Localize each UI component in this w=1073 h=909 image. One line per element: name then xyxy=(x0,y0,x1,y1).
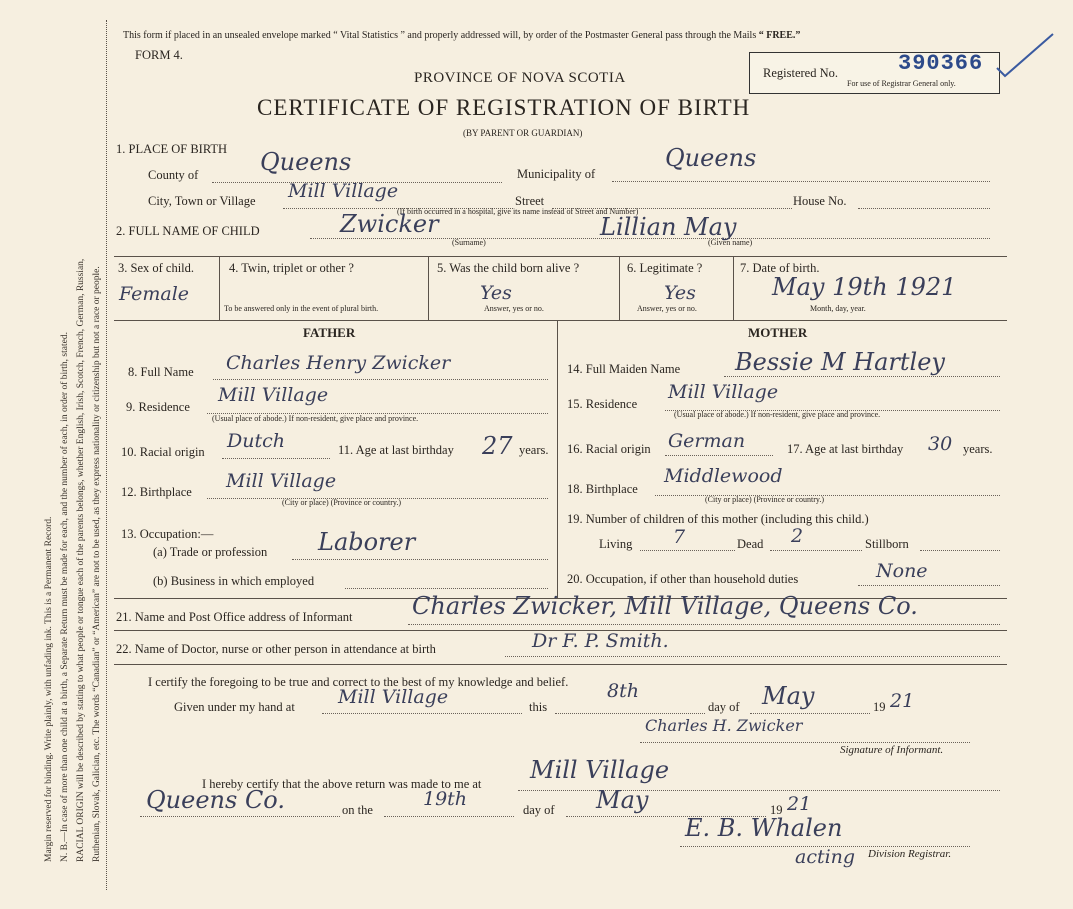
division-registrar-caption: Division Registrar. xyxy=(868,848,952,860)
county-value: Queens xyxy=(260,148,352,176)
given-year-prefix: 19 xyxy=(873,700,886,714)
row-divider-top xyxy=(114,256,1007,257)
father-residence-label: 9. Residence xyxy=(126,400,190,414)
given-at-value: Mill Village xyxy=(338,686,449,708)
registrar-place-value: Mill Village xyxy=(530,756,670,784)
on-the-label: on the xyxy=(342,803,373,817)
registrar-year-prefix: 19 xyxy=(770,803,783,817)
mother-name-value: Bessie M Hartley xyxy=(735,348,945,376)
date-of-birth-label: 7. Date of birth. xyxy=(740,261,820,275)
col-divider-4 xyxy=(733,256,734,320)
father-racial-line xyxy=(222,458,330,459)
postal-free: “ FREE.” xyxy=(758,30,801,41)
form-number: FORM 4. xyxy=(135,48,183,62)
mother-occupation-label: 20. Occupation, if other than household duties xyxy=(567,572,799,586)
mother-racial-label: 16. Racial origin xyxy=(567,442,651,456)
sex-value: Female xyxy=(119,283,190,305)
dead-value: 2 xyxy=(791,525,804,547)
registrar-place2-line xyxy=(140,816,340,817)
given-year-value: 21 xyxy=(890,690,915,712)
surname-value: Zwicker xyxy=(340,210,439,238)
registrar-certify-label: I hereby certify that the above return was made to me at xyxy=(202,777,482,791)
side-note-binding: Margin reserved for binding. Write plainly, with unfading ink. This is a Permanent Record. xyxy=(44,516,54,862)
doctor-line xyxy=(505,656,1000,657)
given-day-value: 8th xyxy=(607,680,639,702)
registrar-day-value: 19th xyxy=(423,788,468,810)
mother-occupation-line xyxy=(858,585,1000,586)
father-age-label: 11. Age at last birthday xyxy=(338,443,454,457)
father-residence-value: Mill Village xyxy=(218,384,329,406)
father-residence-note: (Usual place of abode.) If non-resident, give place and province. xyxy=(212,414,419,423)
trade-value: Laborer xyxy=(318,528,416,556)
living-label: Living xyxy=(599,537,633,551)
date-note: Month, day, year. xyxy=(810,304,866,313)
mother-heading: MOTHER xyxy=(748,325,808,340)
surname-caption: (Surname) xyxy=(452,238,486,247)
registrar-day-line xyxy=(384,816,514,817)
legitimate-label: 6. Legitimate ? xyxy=(627,261,703,275)
father-name-value: Charles Henry Zwicker xyxy=(226,352,451,374)
father-name-line xyxy=(213,379,548,380)
given-name-caption: (Given name) xyxy=(708,238,753,247)
side-note-racial-origin: RACIAL ORIGIN will be described by stating to what people or tongue each of the parents belongs, whether English, Irish, Scotch, French, German, Russian, xyxy=(76,258,86,862)
col-divider-2 xyxy=(428,256,429,320)
born-alive-note: Answer, yes or no. xyxy=(484,304,544,313)
doctor-value: Dr F. P. Smith. xyxy=(532,630,669,652)
given-under-label: Given under my hand at xyxy=(174,700,295,714)
father-racial-value: Dutch xyxy=(227,430,285,452)
father-birthplace-note: (City or place) (Province or country.) xyxy=(282,498,401,507)
father-racial-label: 10. Racial origin xyxy=(121,445,205,459)
trade-label: (a) Trade or profession xyxy=(153,545,268,559)
given-at-line xyxy=(322,713,522,714)
informant-line xyxy=(408,624,1000,625)
informant-value: Charles Zwicker, Mill Village, Queens Co. xyxy=(412,592,918,620)
margin-rule xyxy=(106,20,107,890)
mother-residence-label: 15. Residence xyxy=(567,397,638,411)
doctor-rule xyxy=(114,664,1007,665)
side-note-multiple-birth: N. B.—In case of more than one child at a birth, a Separate Return must be made for each, and the number of each, in order of birth, stated. xyxy=(60,332,70,862)
given-month-value: May xyxy=(762,682,815,710)
registrar-month-value: May xyxy=(596,786,649,814)
registrar-day-of-label: day of xyxy=(523,803,555,817)
city-label: City, Town or Village xyxy=(148,194,256,208)
page-subtitle: (BY PARENT OR GUARDIAN) xyxy=(463,128,583,138)
col-divider-1 xyxy=(219,256,220,320)
children-label: 19. Number of children of this mother (including this child.) xyxy=(567,512,869,526)
father-years-label: years. xyxy=(519,443,549,457)
occupation-label: 13. Occupation:— xyxy=(121,527,214,541)
twin-note: To be answered only in the event of plural birth. xyxy=(224,304,379,313)
registrar-place2-value: Queens Co. xyxy=(146,786,285,814)
certify-statement: I certify the foregoing to be true and correct to the best of my knowledge and belief. xyxy=(148,675,569,689)
informant-label: 21. Name and Post Office address of Informant xyxy=(116,610,353,624)
registrar-place-line xyxy=(518,790,1000,791)
sex-label: 3. Sex of child. xyxy=(118,261,195,275)
mother-birthplace-value: Middlewood xyxy=(664,465,783,487)
mother-age-label: 17. Age at last birthday xyxy=(787,442,904,456)
mother-birthplace-note: (City or place) (Province or country.) xyxy=(705,495,824,504)
mother-occupation-value: None xyxy=(876,560,928,582)
father-heading: FATHER xyxy=(303,325,356,340)
registrar-acting: acting xyxy=(795,846,856,868)
parents-divider xyxy=(557,320,558,598)
dead-line xyxy=(770,550,862,551)
street-label: Street xyxy=(515,194,545,208)
place-of-birth-label: 1. PLACE OF BIRTH xyxy=(116,142,228,156)
municipality-label: Municipality of xyxy=(517,167,596,181)
given-name-value: Lillian May xyxy=(600,213,737,241)
living-value: 7 xyxy=(673,526,686,548)
father-birthplace-value: Mill Village xyxy=(226,470,337,492)
legitimate-note: Answer, yes or no. xyxy=(637,304,697,313)
father-name-label: 8. Full Name xyxy=(128,365,194,379)
twin-label: 4. Twin, triplet or other ? xyxy=(229,261,354,275)
mother-racial-line xyxy=(665,455,773,456)
day-of-label: day of xyxy=(708,700,740,714)
registrar-use-note: For use of Registrar General only. xyxy=(847,79,956,88)
informant-signature: Charles H. Zwicker xyxy=(645,716,803,735)
dead-label: Dead xyxy=(737,537,764,551)
postal-notice xyxy=(123,30,800,41)
municipality-line xyxy=(612,181,990,182)
registrar-year-value: 21 xyxy=(787,793,812,815)
doctor-label: 22. Name of Doctor, nurse or other person in attendance at birth xyxy=(116,642,436,656)
mother-years-label: years. xyxy=(963,442,993,456)
legitimate-value: Yes xyxy=(664,282,696,304)
mother-name-line xyxy=(724,376,1000,377)
date-of-birth-value: May 19th 1921 xyxy=(772,273,957,301)
born-alive-label: 5. Was the child born alive ? xyxy=(437,261,580,275)
registered-number: 390366 xyxy=(898,51,984,76)
municipality-value: Queens xyxy=(665,144,757,172)
registered-label: Registered No. xyxy=(763,66,838,80)
province-heading: PROVINCE OF NOVA SCOTIA xyxy=(414,70,626,86)
mother-racial-value: German xyxy=(668,430,746,452)
row-divider-bottom xyxy=(114,320,1007,321)
stillborn-label: Stillborn xyxy=(865,537,909,551)
postal-notice-text: This form if placed in an unsealed envelope marked “ Vital Statistics ” and properly addressed will, by order of the Postmaster General pass through the Mails xyxy=(123,30,757,41)
father-birthplace-label: 12. Birthplace xyxy=(121,485,192,499)
hospital-note: (If birth occurred in a hospital, give its name instead of Street and Number) xyxy=(397,207,639,216)
mother-age-value: 30 xyxy=(928,433,953,455)
full-name-label: 2. FULL NAME OF CHILD xyxy=(116,224,260,238)
house-line xyxy=(858,208,990,209)
col-divider-3 xyxy=(619,256,620,320)
mother-name-label: 14. Full Maiden Name xyxy=(567,362,681,376)
house-label: House No. xyxy=(793,194,847,208)
mother-residence-value: Mill Village xyxy=(668,381,779,403)
this-label: this xyxy=(529,700,548,714)
registrar-signature: E. B. Whalen xyxy=(685,814,843,842)
city-value: Mill Village xyxy=(288,180,399,202)
check-mark-icon xyxy=(995,30,1055,80)
mother-birthplace-label: 18. Birthplace xyxy=(567,482,638,496)
mother-residence-note: (Usual place of abode.) If non-resident, give place and province. xyxy=(674,410,881,419)
father-age-value: 27 xyxy=(482,432,513,460)
given-month-line xyxy=(750,713,870,714)
stillborn-line xyxy=(920,550,1000,551)
side-note-racial-origin-cont: Ruthenian, Slovak, Galician, etc. The words “Canadian” or “American” are not to be used, as they express nationality or citizenship but not a race or people. xyxy=(92,266,102,862)
trade-line xyxy=(292,559,548,560)
living-line xyxy=(640,550,735,551)
born-alive-value: Yes xyxy=(480,282,512,304)
informant-signature-line xyxy=(640,742,970,743)
county-label: County of xyxy=(148,168,199,182)
given-day-line xyxy=(555,713,705,714)
page-title: CERTIFICATE OF REGISTRATION OF BIRTH xyxy=(257,95,751,120)
business-label: (b) Business in which employed xyxy=(153,574,315,588)
business-line xyxy=(345,588,548,589)
informant-signature-caption: Signature of Informant. xyxy=(840,744,944,756)
